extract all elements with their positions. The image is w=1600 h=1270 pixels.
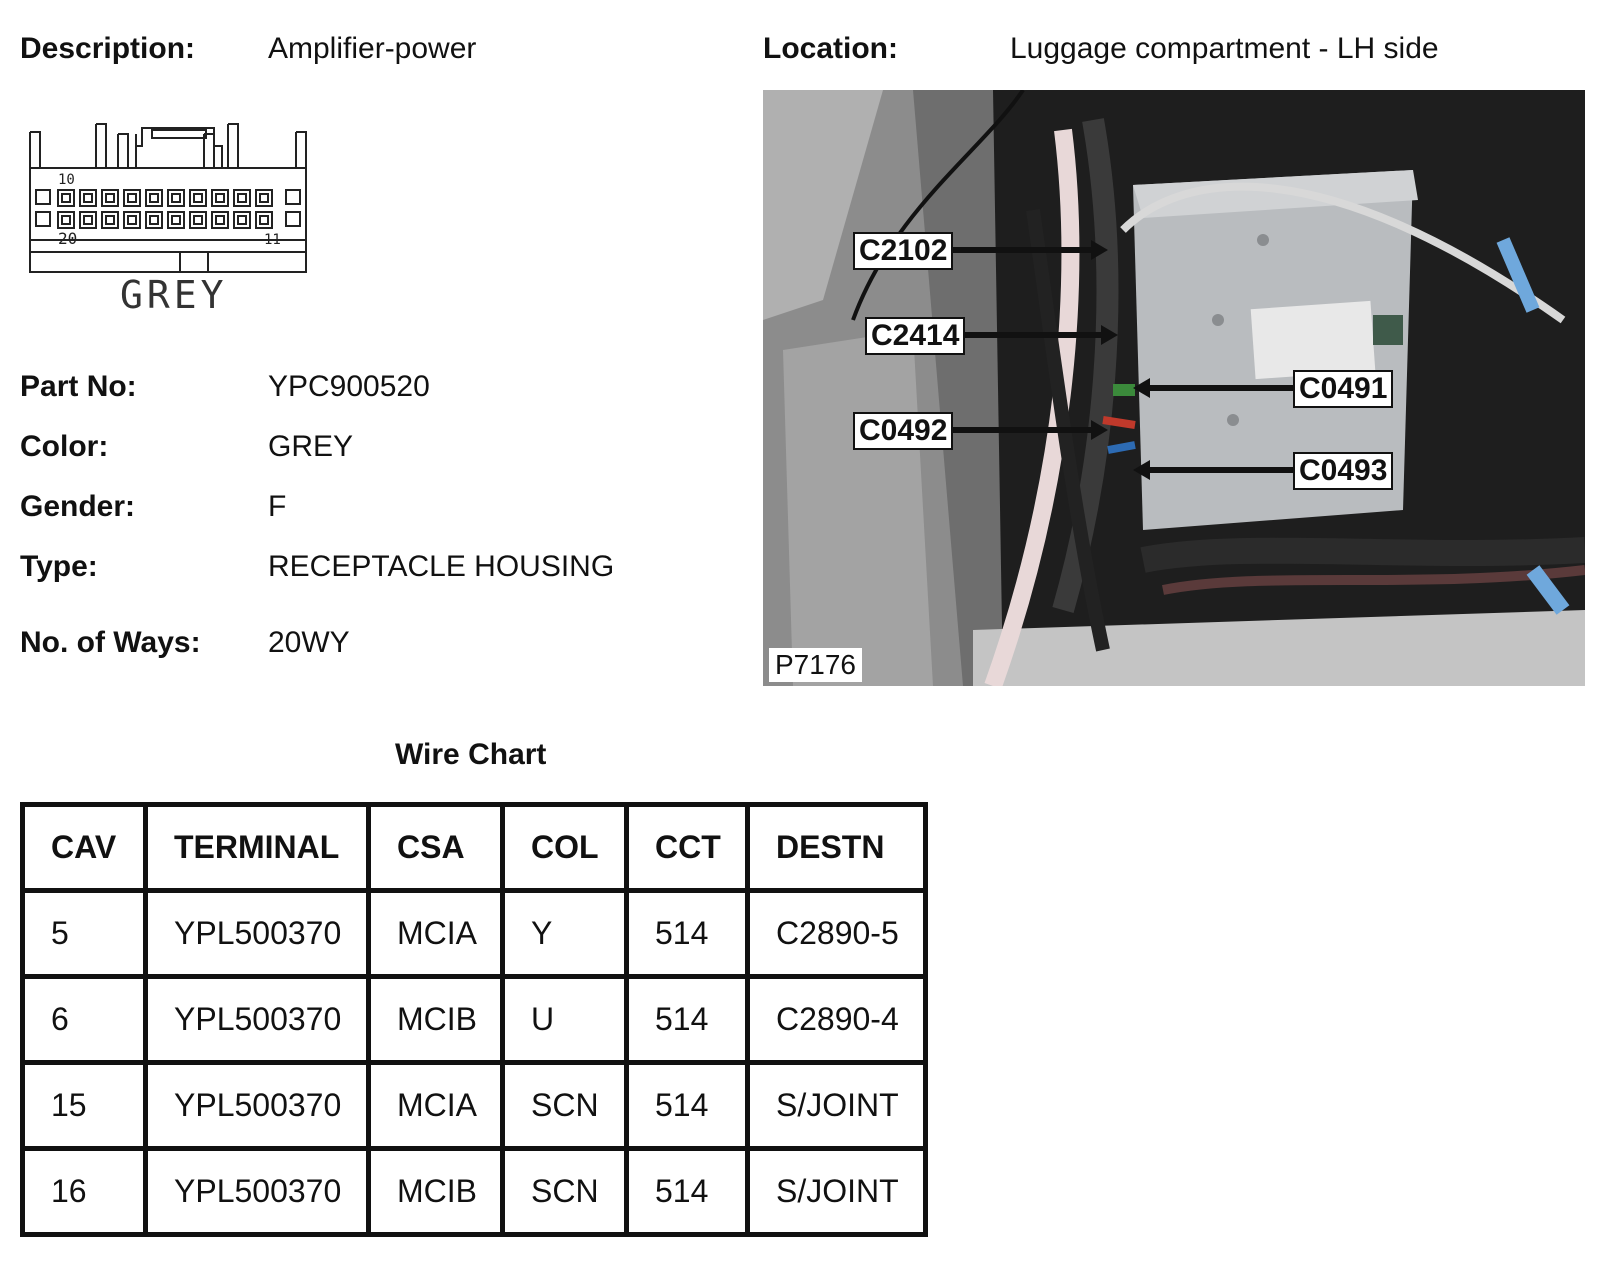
pin-contact <box>238 194 246 202</box>
column-header-cav: CAV <box>23 805 146 891</box>
pin-contact <box>106 216 114 224</box>
cell-cav: 16 <box>23 1149 146 1235</box>
table-row <box>23 977 926 1063</box>
gender-value: F <box>268 490 287 523</box>
pin-label-20: 20 <box>58 229 78 248</box>
pin-contact <box>84 216 92 224</box>
pin-cavity <box>102 212 118 228</box>
pin-cavity <box>212 212 228 228</box>
wire-chart-title: Wire Chart <box>395 738 547 771</box>
column-header-csa: CSA <box>369 805 503 891</box>
pin-contact <box>106 194 114 202</box>
cell-cct: 514 <box>627 977 748 1063</box>
callout-c0492: C0492 <box>853 412 953 450</box>
pin-contact <box>150 194 158 202</box>
column-header-col: COL <box>503 805 627 891</box>
cell-destn: S/JOINT <box>748 1063 926 1149</box>
color-value: GREY <box>268 430 354 463</box>
callout-c0493: C0493 <box>1293 452 1393 490</box>
pin-contact <box>84 194 92 202</box>
pin-label-11: 11 <box>264 232 281 248</box>
pin-cavity <box>212 190 228 206</box>
photo-number: P7176 <box>769 648 862 682</box>
cell-csa: MCIB <box>369 977 503 1063</box>
pin-cavity <box>80 212 96 228</box>
gender-label: Gender: <box>20 490 136 523</box>
pin-cavity <box>58 212 74 228</box>
description-label: Description: <box>20 32 196 65</box>
pin-cavity <box>124 212 140 228</box>
cell-col: Y <box>503 891 627 977</box>
cell-cav: 6 <box>23 977 146 1063</box>
pin-contact <box>216 194 224 202</box>
pin-contact <box>62 216 70 224</box>
cell-destn: C2890-4 <box>748 977 926 1063</box>
pin-cavity <box>168 190 184 206</box>
ways-label: No. of Ways: <box>20 626 201 659</box>
cell-cav: 15 <box>23 1063 146 1149</box>
type-value: RECEPTACLE HOUSING <box>268 550 615 583</box>
pin-cavity <box>146 212 162 228</box>
pin-cavity <box>58 190 74 206</box>
pin-contact <box>150 216 158 224</box>
pin-cavity <box>146 190 162 206</box>
cell-csa: MCIA <box>369 891 503 977</box>
column-header-terminal: TERMINAL <box>146 805 369 891</box>
cell-csa: MCIB <box>369 1149 503 1235</box>
pin-cavity <box>168 212 184 228</box>
pin-contact <box>128 216 136 224</box>
connector-color-caption: GREY <box>120 273 228 317</box>
table-row <box>23 1063 926 1149</box>
pin-contact <box>260 216 268 224</box>
cell-destn: S/JOINT <box>748 1149 926 1235</box>
ways-value: 20WY <box>268 626 350 659</box>
pin-contact <box>62 194 70 202</box>
pin-cavity <box>256 212 272 228</box>
cell-csa: MCIA <box>369 1063 503 1149</box>
callout-c2414: C2414 <box>865 317 965 355</box>
pin-cavity <box>190 212 206 228</box>
pin-cavity <box>190 190 206 206</box>
cell-cct: 514 <box>627 1063 748 1149</box>
cell-cav: 5 <box>23 891 146 977</box>
column-header-cct: CCT <box>627 805 748 891</box>
location-value: Luggage compartment - LH side <box>1010 32 1439 65</box>
callout-c0491: C0491 <box>1293 370 1393 408</box>
part-no-value: YPC900520 <box>268 370 430 403</box>
pin-cavity <box>234 212 250 228</box>
cell-col: SCN <box>503 1149 627 1235</box>
pin-cavity <box>124 190 140 206</box>
cell-col: U <box>503 977 627 1063</box>
pin-contact <box>238 216 246 224</box>
cell-destn: C2890-5 <box>748 891 926 977</box>
pin-contact <box>216 216 224 224</box>
cell-terminal: YPL500370 <box>146 891 369 977</box>
pin-cavity <box>102 190 118 206</box>
pin-contact <box>128 194 136 202</box>
photo-illustration <box>763 90 1585 686</box>
pin-contact <box>172 194 180 202</box>
wire-chart-header-row <box>23 805 926 891</box>
wire-chart-table <box>20 802 928 1237</box>
type-label: Type: <box>20 550 98 583</box>
pin-label-10: 10 <box>58 172 75 188</box>
column-header-destn: DESTN <box>748 805 926 891</box>
connector-face-drawing <box>24 120 324 320</box>
table-row <box>23 1149 926 1235</box>
pin-cavity <box>80 190 96 206</box>
pin-contact <box>172 216 180 224</box>
cell-col: SCN <box>503 1063 627 1149</box>
pin-cavity <box>234 190 250 206</box>
location-label: Location: <box>763 32 898 65</box>
cell-terminal: YPL500370 <box>146 1063 369 1149</box>
cell-terminal: YPL500370 <box>146 1149 369 1235</box>
cell-cct: 514 <box>627 891 748 977</box>
table-row <box>23 891 926 977</box>
cell-terminal: YPL500370 <box>146 977 369 1063</box>
pin-cavity <box>256 190 272 206</box>
pin-contact <box>260 194 268 202</box>
pin-contact <box>194 194 202 202</box>
color-label: Color: <box>20 430 109 463</box>
part-no-label: Part No: <box>20 370 137 403</box>
callout-c2102: C2102 <box>853 232 953 270</box>
pin-contact <box>194 216 202 224</box>
cell-cct: 514 <box>627 1149 748 1235</box>
description-value: Amplifier-power <box>268 32 477 65</box>
location-photo <box>763 90 1585 686</box>
